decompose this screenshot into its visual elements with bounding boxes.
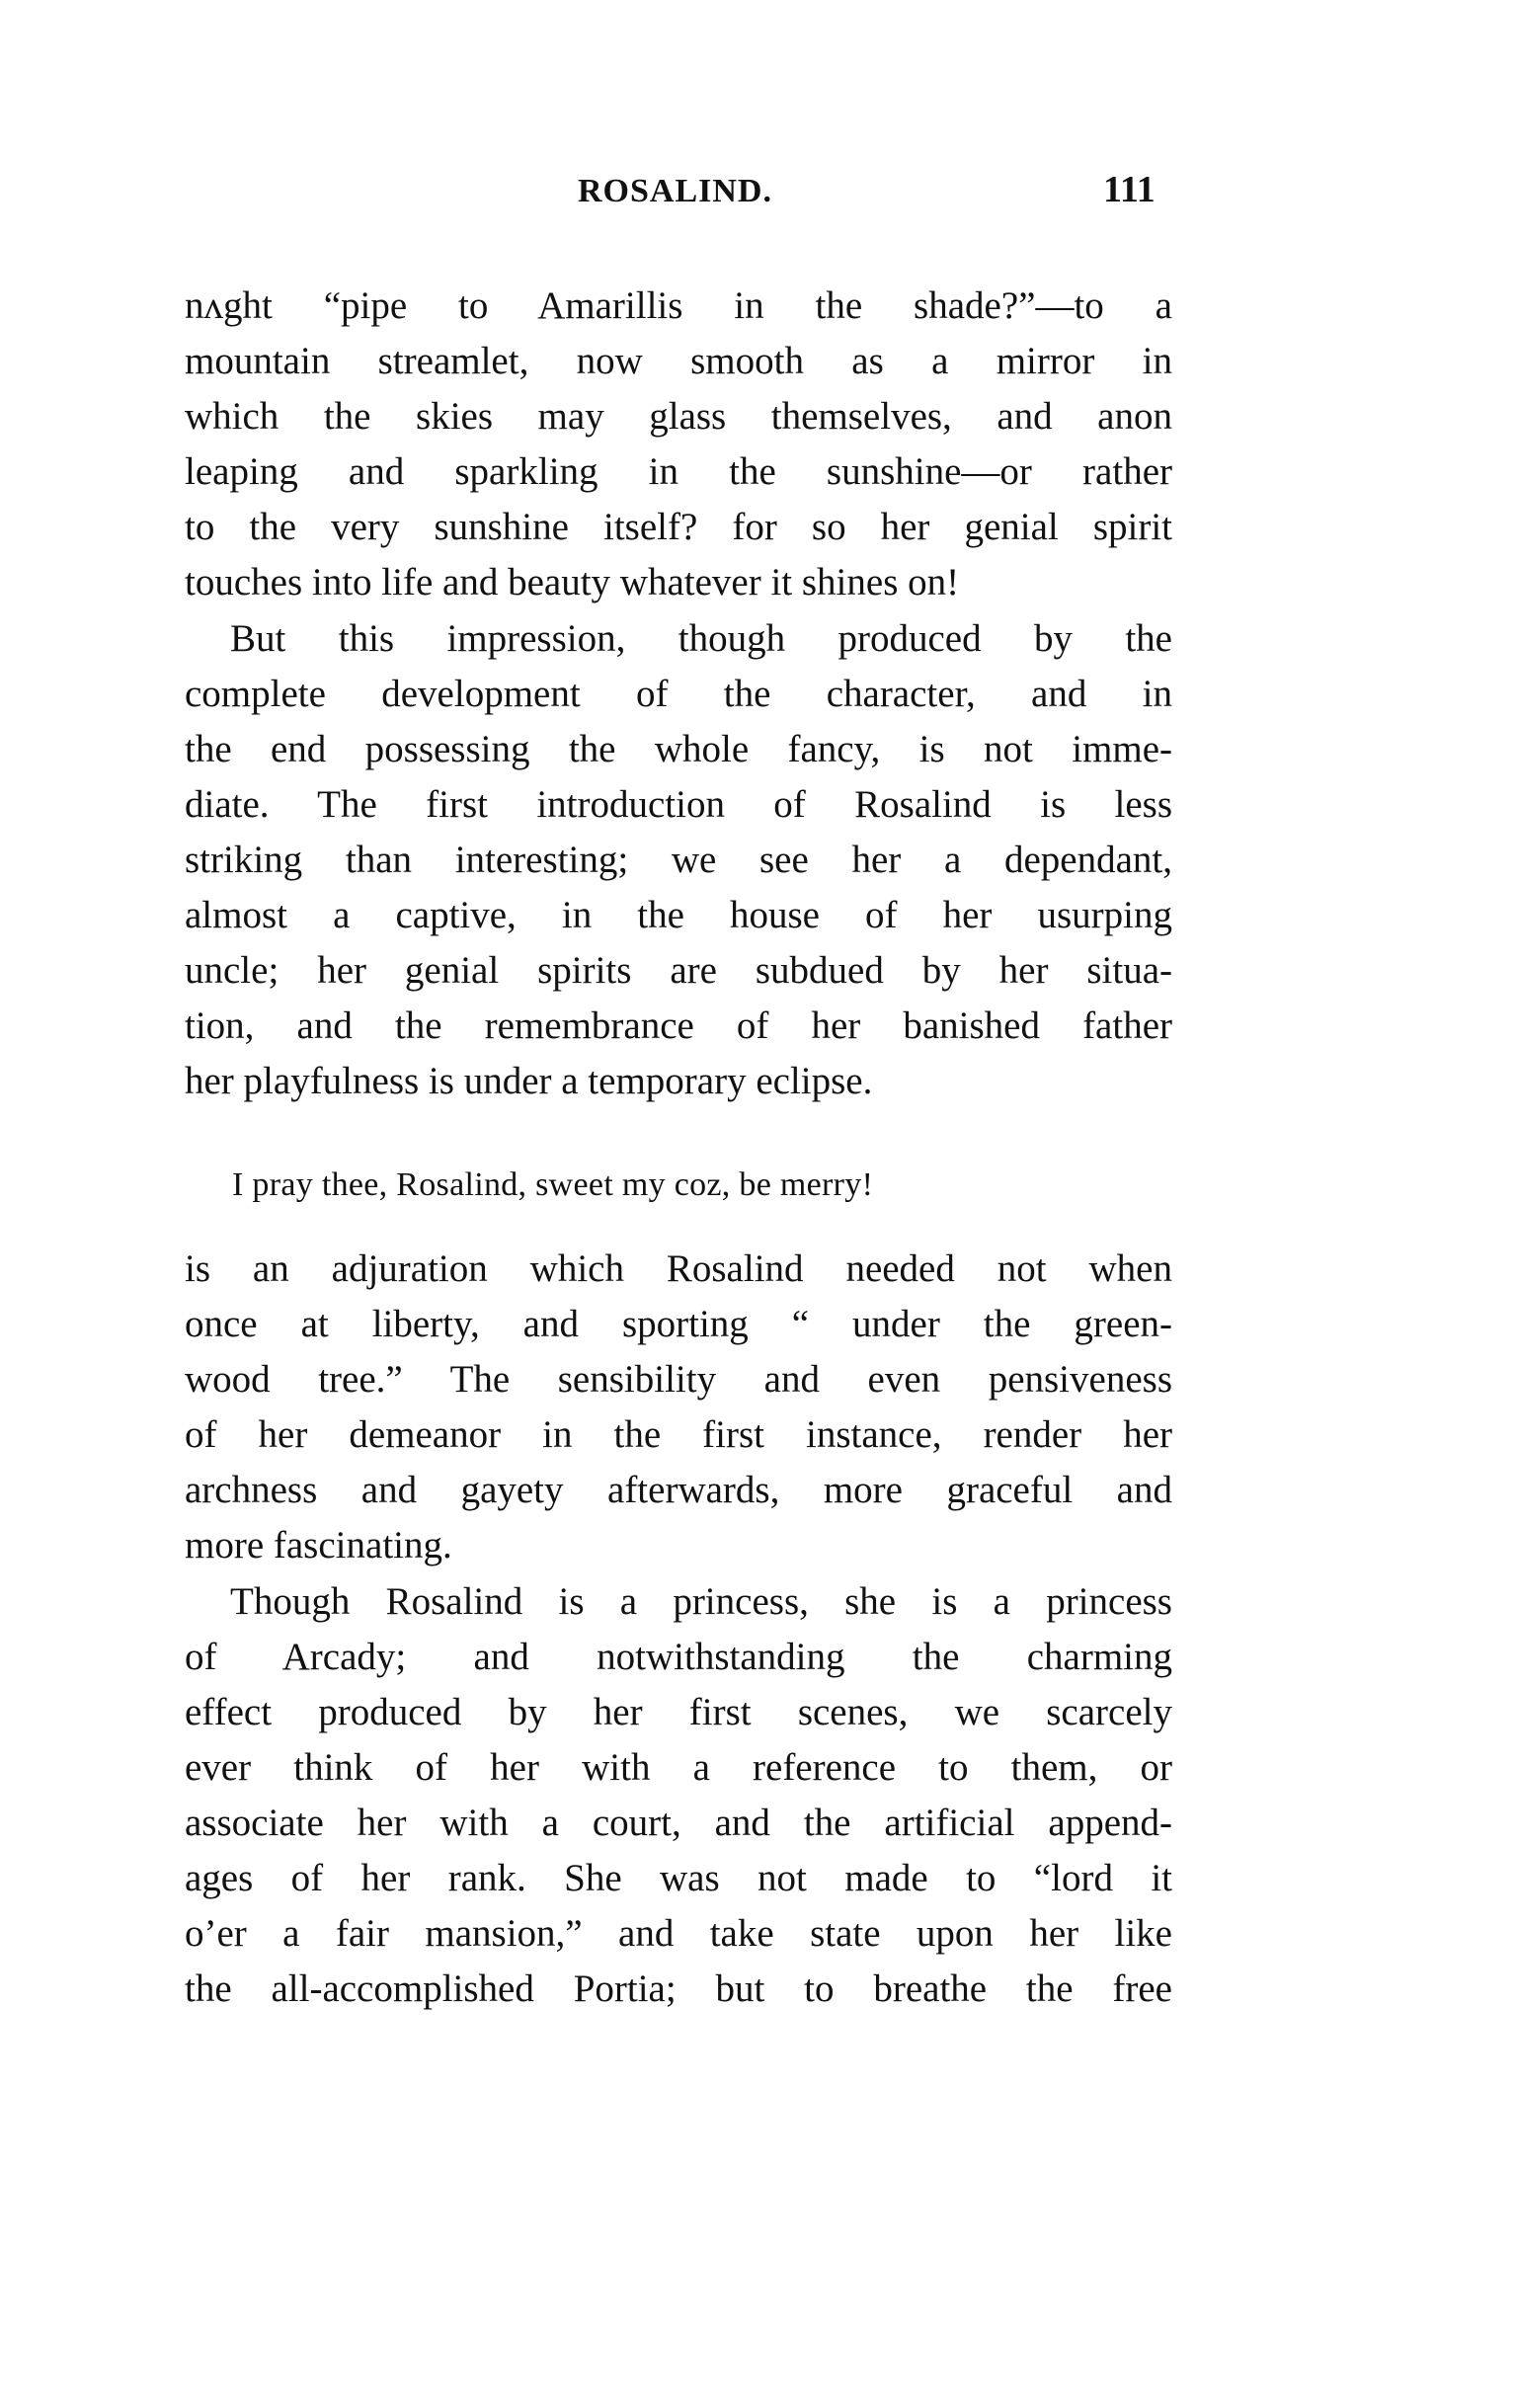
text-line: to the very sunshine itself? for so her genial spirit [185, 506, 1172, 548]
paragraph-princess [185, 1574, 1172, 2017]
text-line: o’er a fair mansion,” and take state upon her like [185, 1912, 1172, 1955]
text-line: ever think of her with a reference to them, or [185, 1746, 1172, 1789]
text-line: archness and gayety afterwards, more graceful and [185, 1469, 1172, 1511]
text-line: striking than interesting; we see her a dependant, [185, 839, 1172, 881]
verse-quotation: I pray thee, Rosalind, sweet my coz, be merry! [232, 1166, 874, 1203]
text-line: mountain streamlet, now smooth as a mirror in [185, 340, 1172, 382]
text-line: touches into life and beauty whatever it shines on! [185, 561, 960, 603]
text-line: associate her with a court, and the artificial append- [185, 1802, 1172, 1844]
text-line: diate. The first introduction of Rosalind is less [185, 783, 1172, 826]
text-line: her playfulness is under a temporary eclipse. [185, 1060, 873, 1102]
text-line: Though Rosalind is a princess, she is a princess [230, 1580, 1172, 1623]
text-line: tion, and the remembrance of her banished father [185, 1004, 1172, 1047]
text-line: is an adjuration which Rosalind needed not when [185, 1247, 1172, 1290]
text-line: leaping and sparkling in the sunshine—or rather [185, 450, 1172, 493]
text-line: the end possessing the whole fancy, is not imme- [185, 728, 1172, 770]
text-line: once at liberty, and sporting “ under the green- [185, 1303, 1172, 1345]
text-line: nʌght “pipe to Amarillis in the shade?”—to a [185, 284, 1172, 327]
text-line: effect produced by her first scenes, we scarcely [185, 1691, 1172, 1733]
text-line: complete development of the character, and in [185, 673, 1172, 715]
text-line: more fascinating. [185, 1524, 452, 1566]
page-number: 111 [1103, 169, 1156, 210]
text-line: the all-accomplished Portia; but to breathe the free [185, 1967, 1172, 2010]
paragraph-adjuration [185, 1242, 1172, 1573]
text-line: almost a captive, in the house of her usurping [185, 894, 1172, 936]
text-line: ages of her rank. She was not made to “lord it [185, 1857, 1172, 1899]
text-line: But this impression, though produced by the [230, 617, 1172, 660]
text-line: of her demeanor in the first instance, render her [185, 1413, 1172, 1456]
text-line: of Arcady; and notwithstanding the charming [185, 1636, 1172, 1678]
text-line: which the skies may glass themselves, and anon [185, 395, 1172, 438]
text-line: uncle; her genial spirits are subdued by her situa- [185, 949, 1172, 992]
text-line: wood tree.” The sensibility and even pensiveness [185, 1358, 1172, 1401]
running-title: ROSALIND. [578, 173, 772, 209]
paragraph-impression [185, 611, 1172, 1109]
paragraph-continuation [185, 279, 1172, 610]
